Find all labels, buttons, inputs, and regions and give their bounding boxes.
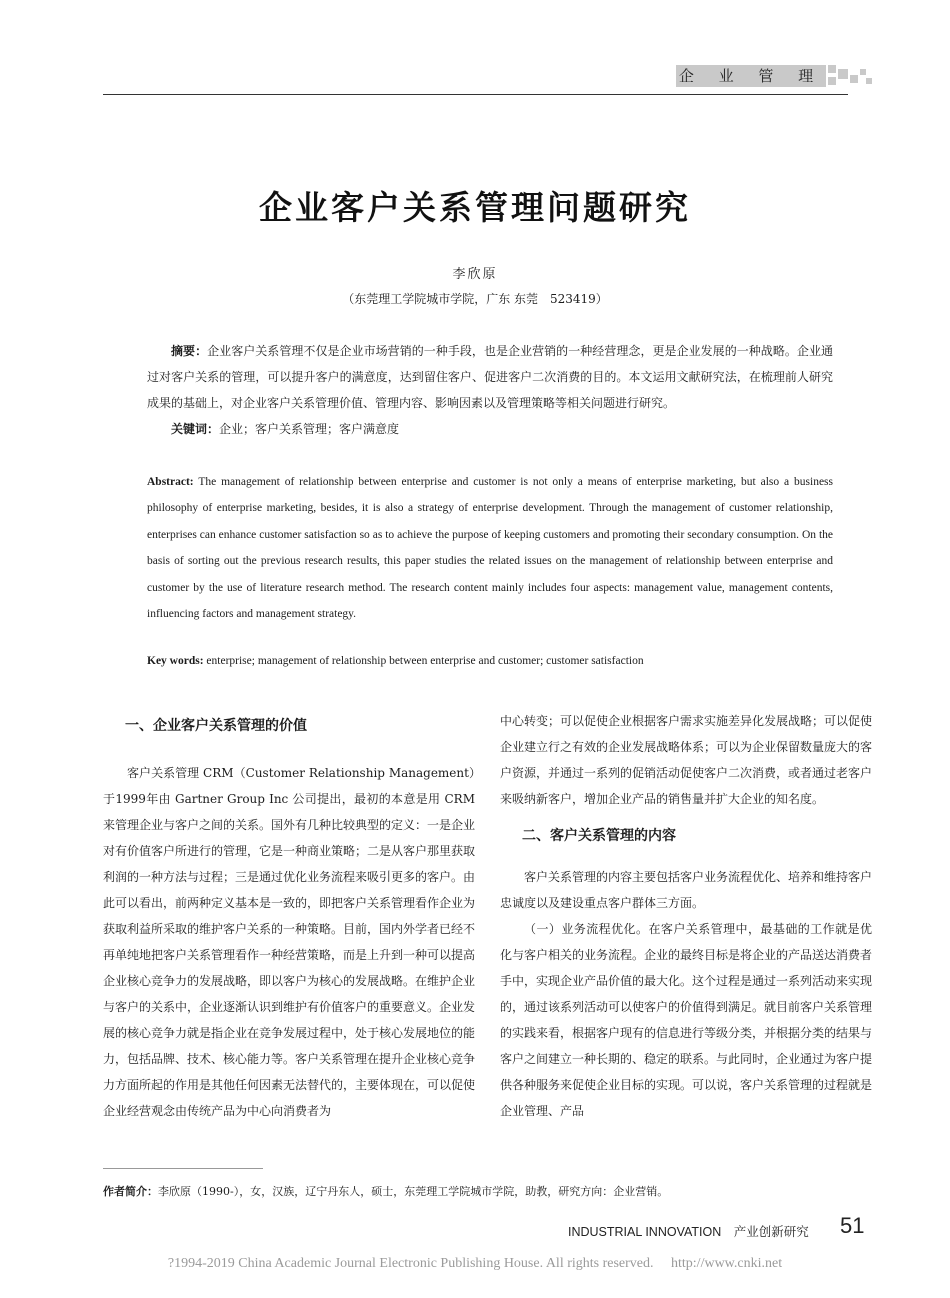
journal-name: INDUSTRIAL INNOVATION 产业创新研究: [568, 1225, 809, 1239]
english-abstract-text: The management of relationship between enterprise and customer is not only a means of enterprise marketing, but also a business philosophy of enterprise marketing, besides, it is also a strategy of enterprise development. Through the management of customer relationship, enterprises can enhance customer satisfaction so as to achieve the purpose of keeping customers and promoting their secondary consumption. On the basis of sorting out the previous research results, this paper studies the related issues on the management of relationship between enterprise and customer by the use of literature research method. The research content mainly includes four aspects: management value, management contents, influencing factors and management strategy.: [147, 476, 834, 621]
author-affiliation: （东莞理工学院城市学院，广东 东莞 523419）: [342, 292, 608, 306]
footnote-rule: [103, 1168, 263, 1169]
keywords-text: 企业；客户关系管理；客户满意度: [219, 422, 400, 436]
section-label: 企 业 管 理: [676, 65, 826, 87]
author-name: 李欣原: [452, 267, 498, 282]
english-keywords-text: enterprise; management of relationship between enterprise and customer; customer satisfaction: [206, 655, 644, 667]
footnote-label: 作者简介：: [103, 1185, 158, 1198]
continued-paragraph: 中心转变；可以促使企业根据客户需求实施差异化发展战略；可以促使企业建立行之有效的企业发展战略体系；可以为企业保留数量庞大的客户资源，并通过一系列的促销活动促使客户二次消费，或者通过老客户来吸纳新客户，增加企业产品的销售量并扩大企业的知名度。: [500, 714, 873, 806]
chinese-abstract: [147, 338, 833, 416]
header-rule: [103, 94, 848, 95]
right-column: [500, 708, 872, 1124]
article-title: 企业客户关系管理问题研究: [259, 188, 691, 227]
body-paragraph: 客户关系管理 CRM（Customer Relationship Management）于1999年由 Gartner Group Inc 公司提出，最初的本意是用 CRM 来管理企业与客户之间的关系。国外有几种比较典型的定义：一是企业对有价值客户所进行的管理，它是一种商业策略；二是从客户那里获取利润的一种方法与过程；三是通过优化业务流程来吸引更多的客户。由此可以看出，前两种定义基本是一致的，即把客户关系管理看作企业为获取利益所采取的维护客户关系的一种策略。目前，国内外学者已经不再单纯地把客户关系管理看作一种经营策略，而是上升到一种可以提高企业核心竞争力的发展战略，即以客户为核心的发展战略。在维护企业与客户的关系中，企业逐渐认识到维护有价值客户的重要意义。企业发展的核心竞争力就是指企业在竞争发展过程中，处于核心发展地位的能力，包括品牌、技术、核心能力等。客户关系管理在提升企业核心竞争力方面所起的作用是其他任何因素无法替代的，主要体现在，可以促使企业经营观念由传统产品为中心向消费者为: [103, 766, 476, 1118]
abstract-text: 企业客户关系管理不仅是企业市场营销的一种手段，也是企业营销的一种经营理念，更是企业发展的一种战略。企业通过对客户关系的管理，可以提升客户的满意度，达到留住客户、促进客户二次消费的目的。本文运用文献研究法，在梳理前人研究成果的基础上，对企业客户关系管理价值、管理内容、影响因素以及管理策略等相关问题进行研究。: [147, 344, 833, 410]
header-decoration: [826, 65, 876, 87]
author-footnote: [103, 1183, 843, 1199]
english-keywords-label: Key words:: [147, 655, 204, 667]
english-abstract-label: Abstract:: [147, 476, 194, 488]
abstract-label: 摘要：: [171, 344, 208, 358]
body-paragraph: [500, 916, 872, 1124]
chinese-abstract-block: [147, 338, 833, 442]
footnote-text: 李欣原（1990-），女，汉族，辽宁丹东人，硕士，东莞理工学院城市学院，助教，研究方向：企业营销。: [158, 1185, 669, 1198]
body-paragraph: 客户关系管理的内容主要包括客户业务流程优化、培养和维持客户忠诚度以及建设重点客户群体三方面。: [500, 870, 873, 910]
section-heading-content: 二、客户关系管理的内容: [522, 828, 676, 844]
page-number: 51: [840, 1213, 865, 1238]
english-keywords: [147, 655, 833, 667]
subsection-text: 在客户关系管理中，最基础的工作就是优化与客户相关的业务流程。企业的最终目标是将企业的产品送达消费者手中，实现企业产品价值的最大化。这个过程是通过一系列活动来实现的，通过该系列活动可以使客户的价值得到满足。就目前客户关系管理的实践来看，根据客户现有的信息进行等级分类，并根据分类的结果与客户之间建立一种长期的、稳定的联系。与此同时，企业通过为客户提供各种服务来促使企业目标的实现。可以说，客户关系管理的过程就是企业管理、产品: [500, 922, 873, 1118]
section-heading-value: 一、企业客户关系管理的价值: [125, 718, 307, 734]
left-column: [103, 716, 475, 1124]
copyright-line: ?1994-2019 China Academic Journal Electronic Publishing House. All rights reserved. http://www.cnki.net: [167, 1256, 783, 1271]
english-abstract: [147, 469, 833, 627]
subsection-label: （一）业务流程优化。: [524, 922, 649, 936]
keywords-label: 关键词：: [171, 422, 220, 436]
chinese-keywords: [147, 416, 833, 442]
